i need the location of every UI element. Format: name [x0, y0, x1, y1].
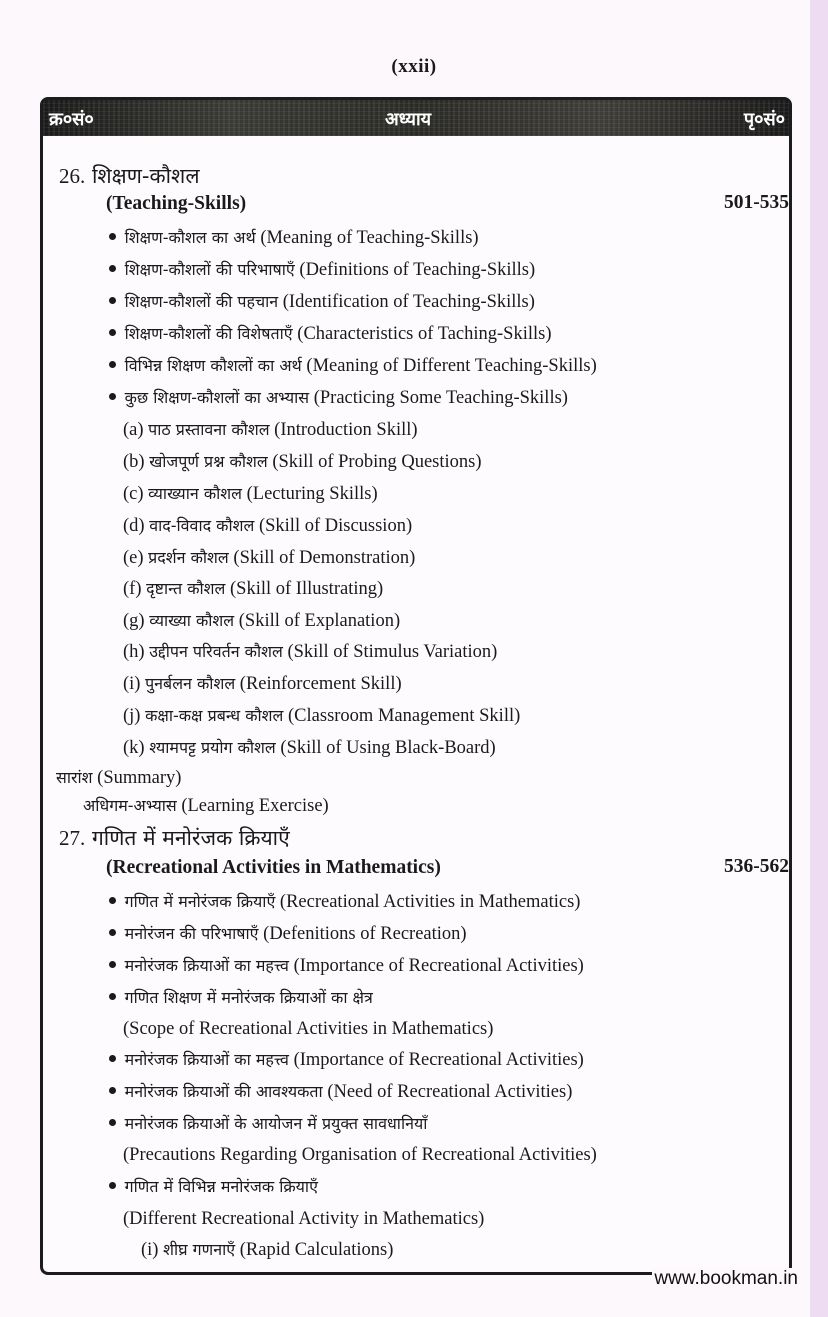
- toc-topic[interactable]: [109, 386, 568, 410]
- toc-topic[interactable]: [109, 290, 535, 314]
- subtopic-label: (k): [123, 738, 145, 758]
- topic-english: (Meaning of Different Teaching-Skills): [306, 356, 597, 376]
- subtopic-label: (h): [123, 642, 145, 662]
- topic-english: (Importance of Recreational Activities): [293, 956, 584, 976]
- topic-english: (Recreational Activities in Mathematics): [279, 892, 581, 912]
- toc-topic-continuation[interactable]: (Different Recreational Activity in Mathematics): [123, 1209, 485, 1229]
- topic-hindi: मनोरंजक क्रियाओं के आयोजन में प्रयुक्त सावधानियाँ: [124, 1114, 428, 1133]
- subtopic-hindi: व्याख्या कौशल: [149, 611, 235, 630]
- toc-topic[interactable]: [109, 890, 580, 914]
- chapter-26-title-english[interactable]: (Teaching-Skills): [106, 193, 247, 214]
- topic-english: (Identification of Teaching-Skills): [282, 292, 535, 312]
- subtopic-english: (Lecturing Skills): [246, 484, 378, 504]
- toc-subtopic[interactable]: [141, 1238, 393, 1262]
- toc-topic-continuation[interactable]: (Precautions Regarding Organisation of Recreational Activities): [123, 1145, 597, 1165]
- subtopic-label: (b): [123, 452, 145, 472]
- header-serial-number: क्र०सं०: [49, 109, 94, 130]
- subtopic-label: (g): [123, 611, 145, 631]
- topic-hindi: शिक्षण-कौशलों की परिभाषाएँ: [124, 260, 295, 279]
- subtopic-english: (Skill of Stimulus Variation): [287, 642, 498, 662]
- toc-topic[interactable]: [109, 258, 535, 282]
- subtopic-english: (Skill of Explanation): [238, 611, 401, 631]
- toc-topic-continuation[interactable]: (Scope of Recreational Activities in Mathematics): [123, 1019, 494, 1039]
- topic-hindi: मनोरंजक क्रियाओं की आवश्यकता: [124, 1082, 323, 1101]
- subtopic-english: (Skill of Demonstration): [233, 548, 416, 568]
- subtopic-label: (j): [123, 706, 141, 726]
- subtopic-hindi: पाठ प्रस्तावना कौशल: [148, 420, 270, 439]
- toc-topic[interactable]: [109, 322, 552, 346]
- topic-hindi: मनोरंजन की परिभाषाएँ: [124, 924, 259, 943]
- page-edge-strip: [810, 0, 828, 1317]
- topic-english: (Meaning of Teaching-Skills): [260, 228, 479, 248]
- header-chapter: अध्याय: [385, 109, 432, 130]
- topic-hindi: मनोरंजक क्रियाओं का महत्त्व: [124, 956, 289, 975]
- subtopic-hindi: दृष्टान्त कौशल: [146, 579, 226, 598]
- subtopic-hindi: व्याख्यान कौशल: [148, 484, 242, 503]
- toc-subtopic[interactable]: [123, 450, 482, 474]
- subtopic-label: (a): [123, 420, 144, 440]
- chapter-27-title[interactable]: [59, 826, 290, 850]
- toc-topic[interactable]: [109, 1112, 427, 1136]
- subtopic-label: (f): [123, 579, 142, 599]
- toc-subtopic[interactable]: [123, 704, 520, 728]
- toc-topic[interactable]: [109, 226, 479, 250]
- chapter-26-title[interactable]: [59, 164, 200, 188]
- subtopic-hindi: शीघ्र गणनाएँ: [163, 1240, 236, 1259]
- toc-summary[interactable]: [56, 766, 181, 790]
- toc-subtopic[interactable]: [123, 514, 412, 538]
- page-number: (xxii): [391, 56, 437, 77]
- subtopic-hindi: खोजपूर्ण प्रश्न कौशल: [149, 452, 268, 471]
- summary-english: (Summary): [97, 768, 182, 788]
- topic-hindi: विभिन्न शिक्षण कौशलों का अर्थ: [124, 356, 302, 375]
- subtopic-hindi: श्यामपट्ट प्रयोग कौशल: [149, 738, 276, 757]
- subtopic-hindi: पुनर्बलन कौशल: [145, 674, 236, 693]
- topic-hindi: गणित शिक्षण में मनोरंजक क्रियाओं का क्षेत्र: [124, 988, 373, 1007]
- topic-hindi: गणित में मनोरंजक क्रियाएँ: [124, 892, 276, 911]
- subtopic-english: (Skill of Discussion): [258, 516, 413, 536]
- table-of-contents: [40, 97, 792, 1275]
- subtopic-english: (Skill of Probing Questions): [272, 452, 482, 472]
- topic-english: (Defenitions of Recreation): [263, 924, 467, 944]
- toc-subtopic[interactable]: [123, 577, 383, 601]
- subtopic-label: (e): [123, 548, 144, 568]
- subtopic-english: (Reinforcement Skill): [239, 674, 402, 694]
- chapter-number: 27.: [59, 826, 86, 850]
- chapter-number: 26.: [59, 164, 86, 188]
- toc-subtopic[interactable]: [123, 418, 418, 442]
- chapter-title-hindi: शिक्षण-कौशल: [91, 164, 200, 188]
- toc-topic[interactable]: [109, 1080, 572, 1104]
- toc-subtopic[interactable]: [123, 482, 378, 506]
- summary-hindi: सारांश: [56, 768, 93, 787]
- topic-english: (Importance of Recreational Activities): [293, 1050, 584, 1070]
- subtopic-english: (Skill of Using Black-Board): [280, 738, 496, 758]
- subtopic-hindi: कक्षा-कक्ष प्रबन्ध कौशल: [145, 706, 284, 725]
- watermark: www.bookman.in: [654, 1268, 798, 1289]
- toc-subtopic[interactable]: [123, 640, 497, 664]
- toc-subtopic[interactable]: [123, 546, 415, 570]
- topic-hindi: शिक्षण-कौशलों की पहचान: [124, 292, 279, 311]
- subtopic-label: (c): [123, 484, 144, 504]
- toc-topic[interactable]: [109, 1048, 584, 1072]
- subtopic-english: (Classroom Management Skill): [288, 706, 521, 726]
- topic-hindi: गणित में विभिन्न मनोरंजक क्रियाएँ: [124, 1177, 318, 1196]
- topic-hindi: मनोरंजक क्रियाओं का महत्त्व: [124, 1050, 289, 1069]
- topic-hindi: कुछ शिक्षण-कौशलों का अभ्यास: [124, 388, 310, 407]
- subtopic-english: (Skill of Illustrating): [230, 579, 384, 599]
- toc-subtopic[interactable]: [123, 609, 400, 633]
- chapter-26-pages: 501-535: [724, 192, 789, 213]
- learning-exercise-english: (Learning Exercise): [181, 796, 329, 816]
- topic-english: (Need of Recreational Activities): [327, 1082, 573, 1102]
- toc-topic[interactable]: [109, 354, 597, 378]
- toc-subtopic[interactable]: [123, 672, 402, 696]
- toc-learning-exercise[interactable]: [83, 794, 329, 818]
- subtopic-hindi: वाद-विवाद कौशल: [149, 516, 255, 535]
- topic-english: (Definitions of Teaching-Skills): [299, 260, 536, 280]
- toc-header-bar: [43, 100, 789, 136]
- topic-hindi: शिक्षण-कौशल का अर्थ: [124, 228, 256, 247]
- subtopic-english: (Rapid Calculations): [239, 1240, 394, 1260]
- topic-hindi: शिक्षण-कौशलों की विशेषताएँ: [124, 324, 293, 343]
- chapter-title-hindi: गणित में मनोरंजक क्रियाएँ: [91, 826, 290, 850]
- toc-topic[interactable]: [109, 986, 373, 1010]
- subtopic-label: (d): [123, 516, 145, 536]
- subtopic-hindi: उद्दीपन परिवर्तन कौशल: [149, 642, 283, 661]
- toc-subtopic[interactable]: [123, 736, 496, 760]
- toc-topic[interactable]: [109, 954, 584, 978]
- subtopic-label: (i): [123, 674, 141, 694]
- header-page-number: पृ०सं०: [743, 109, 785, 130]
- topic-english: (Practicing Some Teaching-Skills): [313, 388, 568, 408]
- subtopic-hindi: प्रदर्शन कौशल: [148, 548, 229, 567]
- topic-english: (Characteristics of Taching-Skills): [297, 324, 552, 344]
- subtopic-label: (i): [141, 1240, 159, 1260]
- subtopic-english: (Introduction Skill): [274, 420, 418, 440]
- toc-topic[interactable]: [109, 1175, 318, 1199]
- chapter-27-title-english[interactable]: (Recreational Activities in Mathematics): [106, 857, 441, 878]
- toc-topic[interactable]: [109, 922, 467, 946]
- chapter-27-pages: 536-562: [724, 856, 789, 877]
- learning-exercise-hindi: अधिगम-अभ्यास: [83, 796, 177, 815]
